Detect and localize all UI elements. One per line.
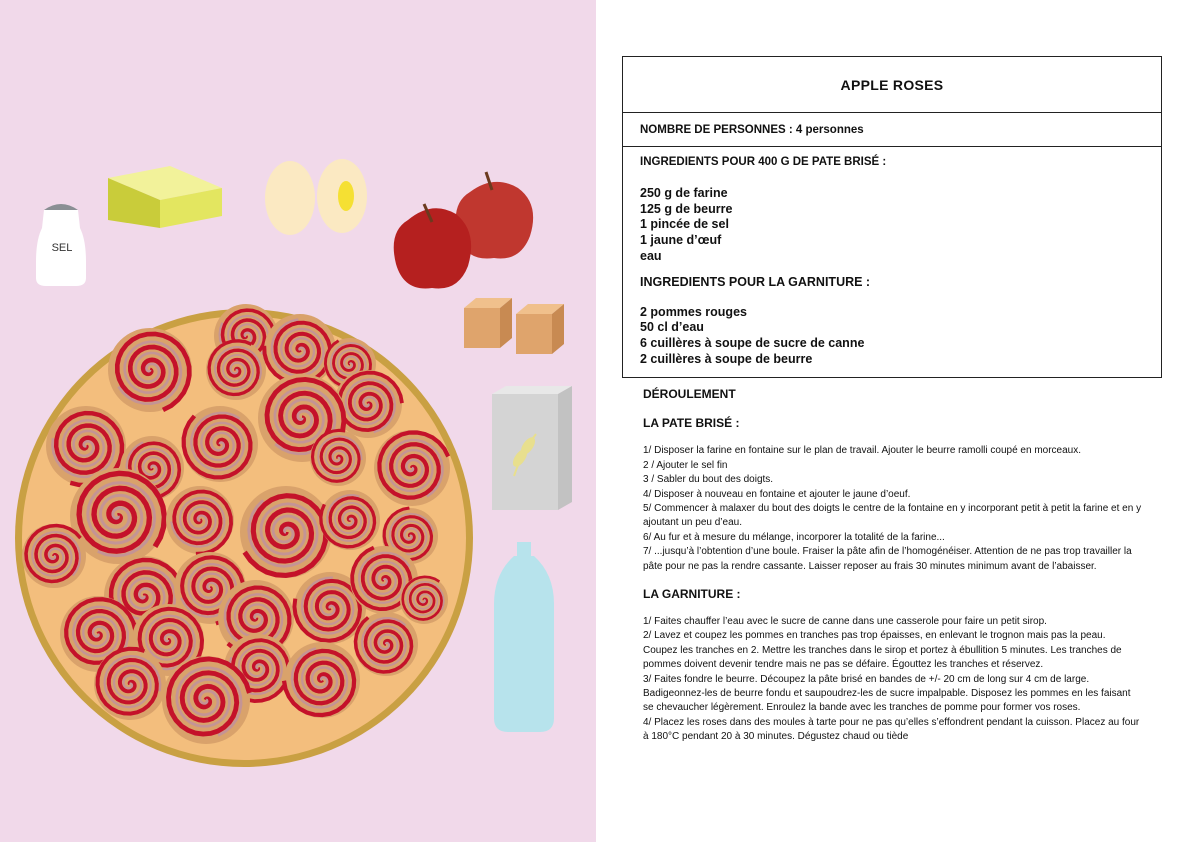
step-item: 7/ ...jusqu’à l’obtention d’une boule. Fraiser la pâte afin de l’homogénéiser. Attention de ne pas trop travailler la pâte pour ne pas la rendre cassante. Laisser reposer au frais 30 minutes minimum avant de l’abaisser.: [643, 546, 1132, 572]
process-section: [622, 378, 1142, 744]
list-item: 6 cuillères à soupe de sucre de canne: [640, 335, 865, 350]
list-item: 50 cl d’eau: [640, 320, 704, 335]
recipe-card: [622, 56, 1162, 745]
list-item: eau: [640, 248, 662, 263]
step-item: 1/ Disposer la farine en fontaine sur le plan de travail. Ajouter le beurre ramolli coupé en morceaux.: [643, 445, 1082, 457]
apple-icon: [394, 172, 533, 289]
servings: NOMBRE DE PERSONNES : 4 personnes: [623, 113, 1161, 147]
egg-icon: [265, 159, 367, 235]
list-item: 2 pommes rouges: [640, 304, 747, 319]
list-item: 250 g de farine: [640, 186, 728, 200]
apple-roses-tart-icon: [15, 304, 473, 767]
recipe-header-box: [622, 56, 1162, 378]
list-item: 125 g de beurre: [640, 201, 733, 216]
filling-ingredients-heading: INGREDIENTS POUR LA GARNITURE :: [640, 274, 871, 289]
butter-block-icon: [108, 166, 222, 228]
pastry-ingredients-heading: INGREDIENTS POUR 400 G DE PATE BRISÉ :: [640, 156, 887, 168]
step-item: 1/ Faites chauffer l’eau avec le sucre de canne dans une casserole pour faire un petit sirop.: [643, 615, 1047, 627]
pastry-steps-heading: LA PATE BRISÉ :: [643, 416, 740, 431]
step-item: 3/ Faites fondre le beurre. Découpez la pâte brisé en bandes de +/- 20 cm de long sur 4 cm de large. Badigeonnez-les de beurre fondu et saupoudrez-les de sucre impalpable. Disposez les pommes en les faisant se chevaucher légèrement. Enroulez la bande avec les tranches de pomme pour former vos roses.: [643, 673, 1131, 714]
list-item: 1 pincée de sel: [640, 217, 729, 232]
pastry-ingredients-list: [640, 186, 1144, 265]
step-item: 4/ Disposer à nouveau en fontaine et ajouter le jaune d’oeuf.: [643, 488, 911, 500]
ingredients-section: [623, 147, 1161, 377]
step-item: 2 / Ajouter le sel fin: [643, 459, 728, 471]
process-heading: DÉROULEMENT: [643, 387, 736, 402]
sugar-cube-icon: [464, 298, 564, 354]
salt-label: SEL: [51, 242, 73, 254]
pastry-steps-list: [643, 444, 1142, 574]
list-item: 1 jaune d’œuf: [640, 233, 722, 248]
step-item: 3 / Sabler du bout des doigts.: [643, 474, 774, 486]
water-bottle-icon: [494, 542, 554, 732]
list-item: 2 cuillères à soupe de beurre: [640, 351, 813, 366]
step-item: 4/ Placez les roses dans des moules à tarte pour ne pas qu’elles s’effondrent pendant la cuisson. Placez au four à 180°C pendant 20 à 30 minutes. Dégustez chaud ou tiède: [643, 716, 1140, 743]
step-item: 5/ Commencer à malaxer du bout des doigts le centre de la fontaine en y incorporant petit à petit la farine et en y ajoutant un peu d’eau.: [643, 502, 1142, 529]
filling-ingredients-list: [640, 305, 1144, 368]
filling-steps-heading: LA GARNITURE :: [643, 586, 741, 601]
recipe-title: APPLE ROSES: [623, 57, 1161, 113]
flour-box-icon: [492, 386, 572, 510]
step-item: 6/ Au fur et à mesure du mélange, incorporer la totalité de la farine...: [643, 531, 945, 543]
filling-steps-list: [643, 615, 1142, 745]
step-item: 2/ Lavez et coupez les pommes en tranches pas trop épaisses, en enlevant le trognon mais pas la peau. Coupez les tranches en 2. Mettre les tranches dans le sirop et portez à ébullition 5 minutes. Les tranches de pommes doivent devenir tendre mais ne pas se défaire. Égouttez les tranches et réservez.: [643, 630, 1122, 671]
